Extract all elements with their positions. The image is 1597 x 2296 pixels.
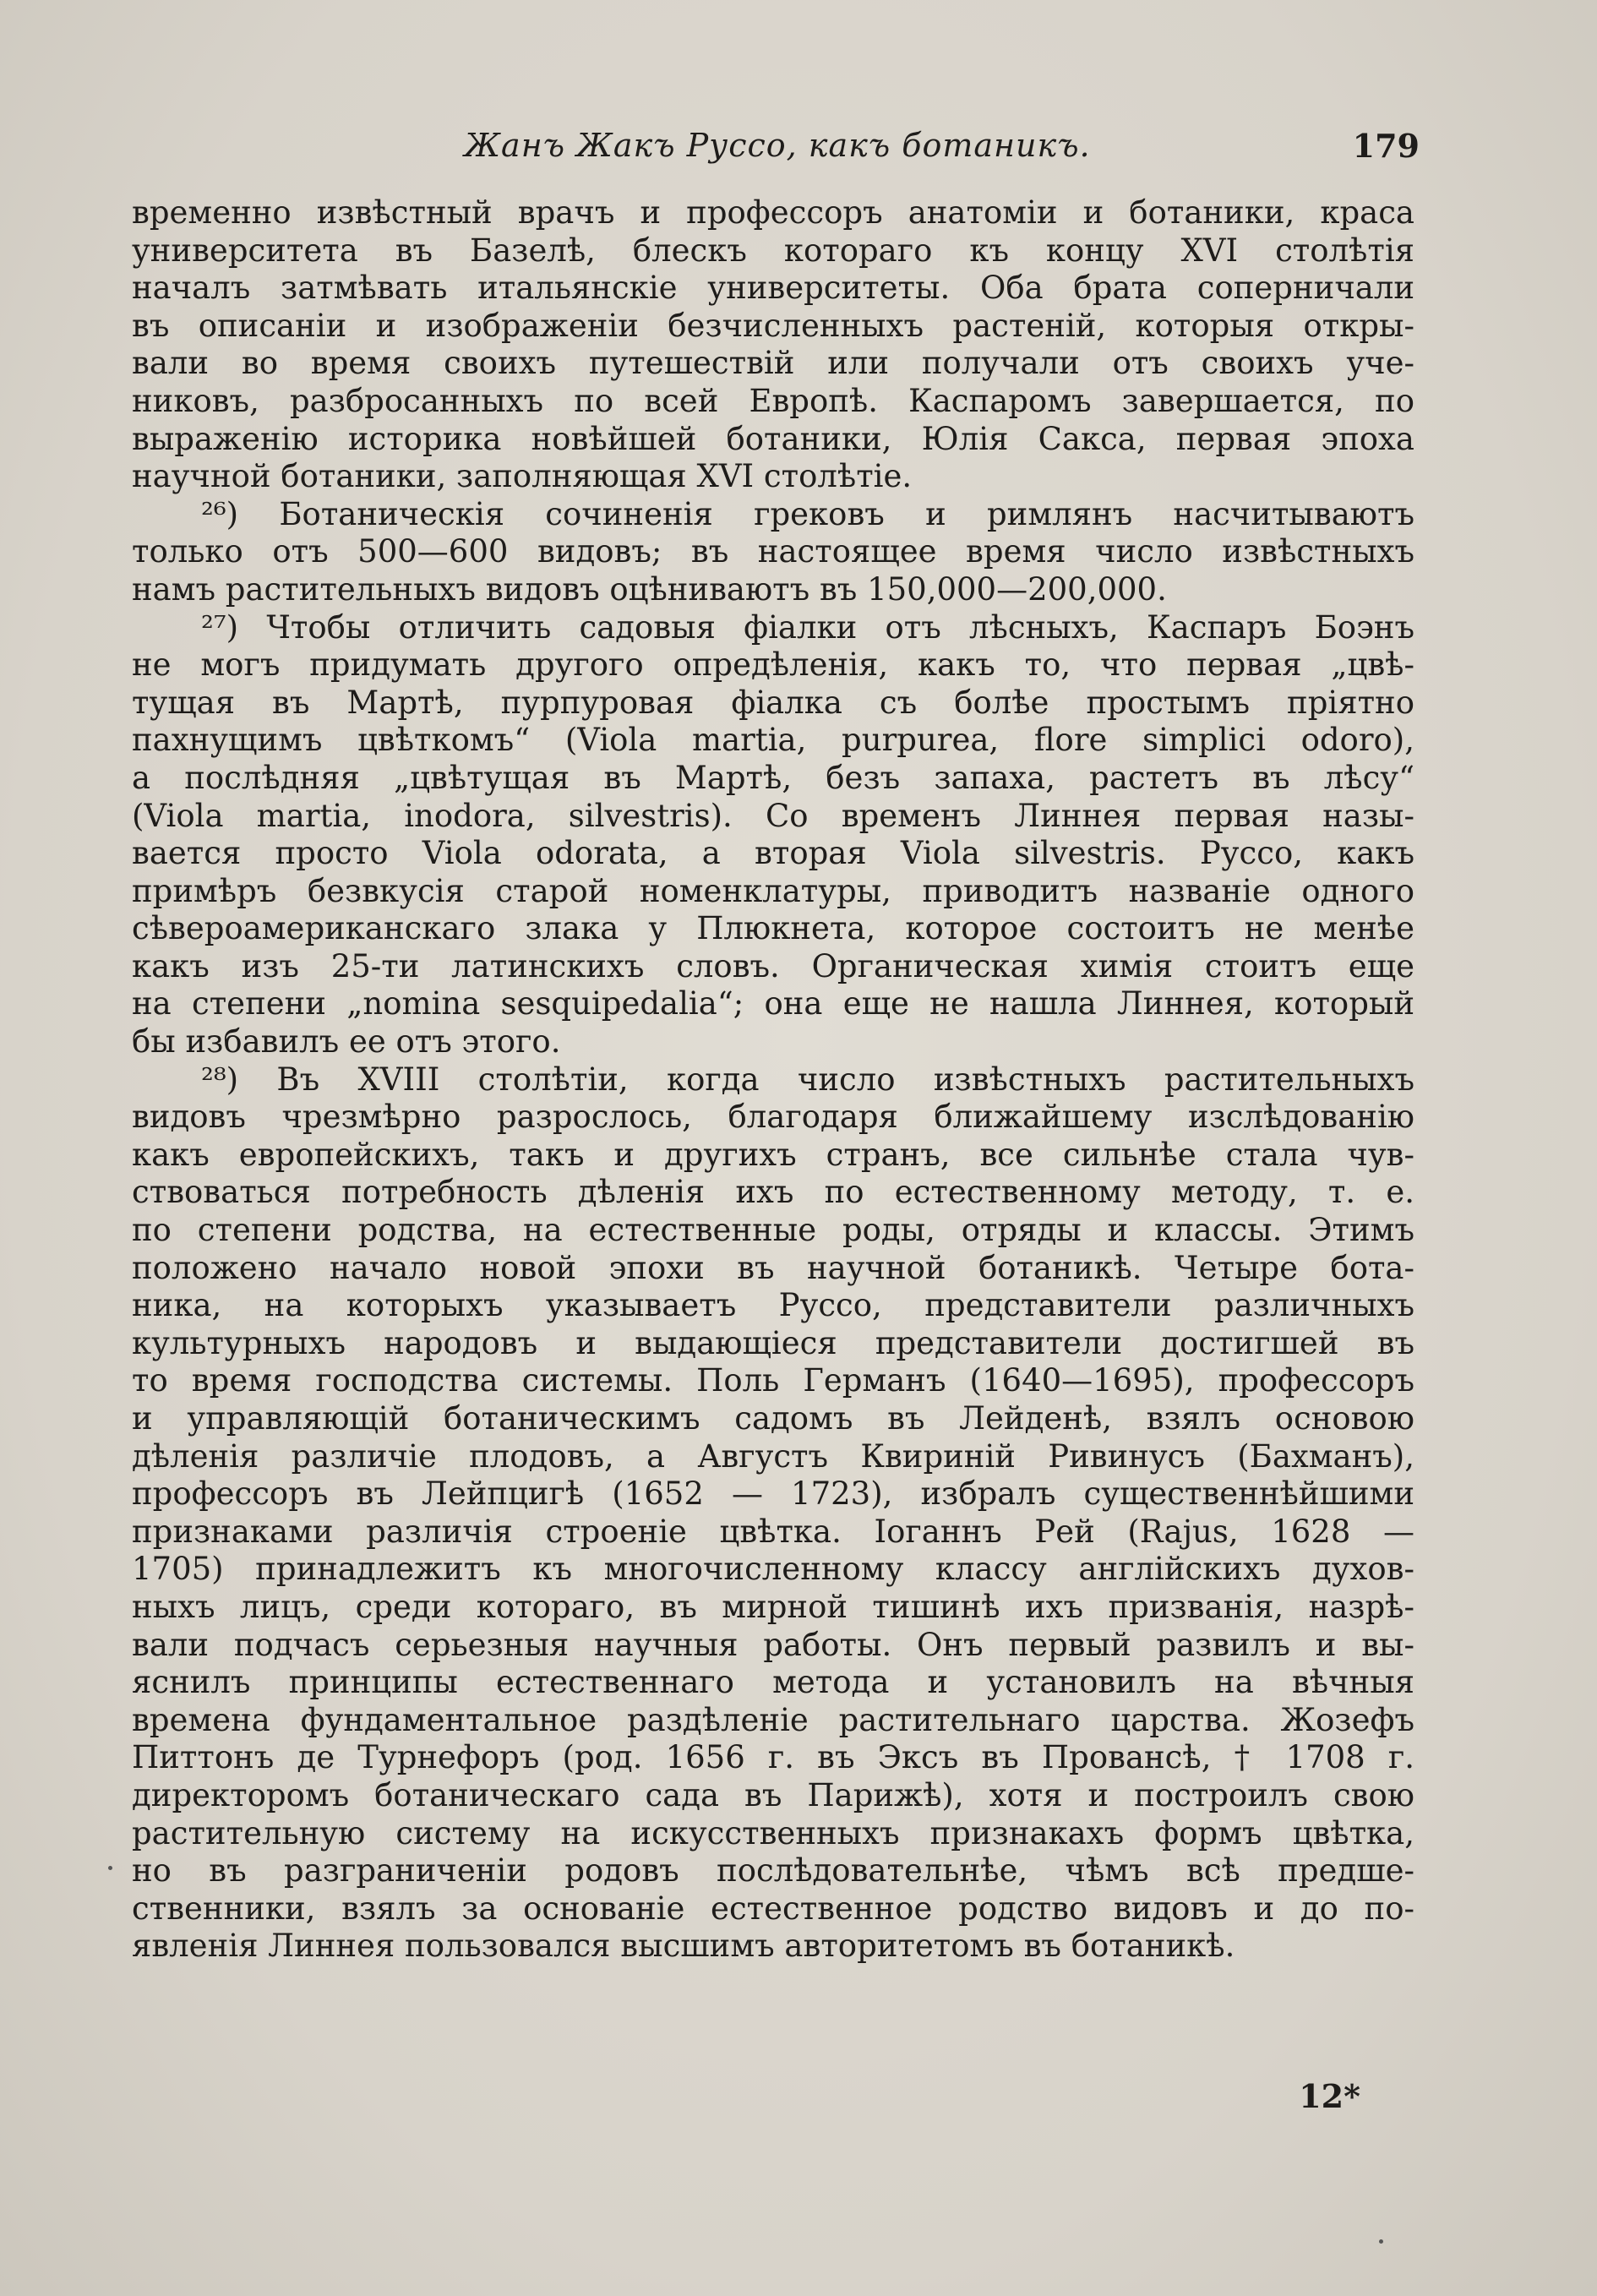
text-line: началъ затмѣвать итальянскіе университеты. Оба брата соперничали: [132, 270, 1414, 307]
text-line: растительную систему на искусственныхъ признакахъ формъ цвѣтка,: [132, 1814, 1414, 1852]
text-line: временно извѣстный врачъ и профессоръ анатоміи и ботаники, краса: [132, 194, 1414, 231]
text-line: ствоваться потребность дѣленія ихъ по естественному методу, т. е.: [132, 1174, 1414, 1211]
footnote-27-start: ²⁷) Чтобы отличить садовыя фіалки отъ лѣсныхъ, Каспаръ Боэнъ: [201, 608, 1414, 646]
text-line: явленія Линнея пользовался высшимъ авторитетомъ въ ботаникѣ.: [132, 1928, 1235, 1965]
text-line: научной ботаники, заполняющая XVI столѣтіе.: [132, 458, 913, 495]
text-line: на степени „nomina sesquipedalia“; она еще не нашла Линнея, который: [132, 985, 1414, 1023]
text-line: вается просто Viola odorata, а вторая Viola silvestris. Руссо, какъ: [132, 835, 1414, 872]
text-line: профессоръ въ Лейпцигѣ (1652 — 1723), избралъ существеннѣйшими: [132, 1475, 1414, 1513]
text-line: дѣленія различіе плодовъ, а Августъ Квириній Ривинусъ (Бахманъ),: [132, 1437, 1414, 1475]
text-line: только отъ 500—600 видовъ; въ настоящее время число извѣстныхъ: [132, 533, 1414, 570]
text-line: намъ растительныхъ видовъ оцѣниваютъ въ 150,000—200,000.: [132, 570, 1167, 608]
text-line: примѣръ безвкусія старой номенклатуры, приводитъ названіе одного: [132, 872, 1414, 909]
text-line: бы избавилъ ее отъ этого.: [132, 1023, 561, 1061]
text-line: тущая въ Мартѣ, пурпуровая фіалка съ болѣе простымъ пріятно: [132, 684, 1414, 721]
text-line: въ описаніи и изображеніи безчисленныхъ растеній, которыя откры-: [132, 307, 1414, 344]
text-line: пахнущимъ цвѣткомъ“ (Viola martia, purpurea, flore simplici odoro),: [132, 722, 1414, 759]
text-line: культурныхъ народовъ и выдающіеся представители достигшей въ: [132, 1324, 1414, 1361]
footnote-26-start: ²⁶) Ботаническія сочиненія грековъ и римлянъ насчитываютъ: [201, 495, 1414, 532]
text-line: но въ разграниченіи родовъ послѣдовательнѣе, чѣмъ всѣ предше-: [132, 1852, 1414, 1890]
text-line: вали подчасъ серьезныя научныя работы. Онъ первый развилъ и вы-: [132, 1626, 1414, 1663]
text-line: Питтонъ де Турнефоръ (род. 1656 г. въ Эксъ въ Провансѣ, † 1708 г.: [132, 1739, 1414, 1776]
text-line: по степени родства, на естественные роды, отряды и классы. Этимъ: [132, 1212, 1414, 1249]
text-line: яснилъ принципы естественнаго метода и установилъ на вѣчныя: [132, 1664, 1414, 1701]
text-line: какъ изъ 25-ти латинскихъ словъ. Органическая химія стоитъ еще: [132, 947, 1414, 984]
text-line: какъ европейскихъ, такъ и другихъ странъ, все сильнѣе стала чув-: [132, 1136, 1414, 1173]
footnote-text: [132, 194, 1414, 1966]
text-line: ныхъ лицъ, среди котораго, въ мирной тишинѣ ихъ призванія, назрѣ-: [132, 1588, 1414, 1625]
text-line: 1705) принадлежитъ къ многочисленному классу англійскихъ духов-: [132, 1551, 1414, 1588]
text-line: университета въ Базелѣ, блескъ котораго къ концу XVI столѣтія: [132, 232, 1414, 269]
running-head: [135, 127, 1420, 177]
text-line: не могъ придумать другого опредѣленія, какъ то, что первая „цвѣ-: [132, 646, 1414, 684]
text-line: (Viola martia, inodora, silvestris). Со временъ Линнея первая назы-: [132, 797, 1414, 834]
text-line: видовъ чрезмѣрно разрослось, благодаря ближайшему изслѣдованію: [132, 1099, 1414, 1136]
page-number: 179: [1352, 127, 1420, 165]
text-line: вали во время своихъ путешествій или получали отъ своихъ уче-: [132, 345, 1414, 382]
running-title: Жанъ Жакъ Руссо, какъ ботаникъ.: [464, 127, 1091, 164]
text-line: ственники, взялъ за основаніе естественное родство видовъ и до по-: [132, 1890, 1414, 1927]
paper-speck: [1379, 2239, 1383, 2244]
footnote-28-start: ²⁸) Въ XVIII столѣтіи, когда число извѣстныхъ растительныхъ: [201, 1061, 1414, 1098]
text-line: сѣвероамериканскаго злака у Плюкнета, которое состоитъ не менѣе: [132, 910, 1414, 947]
signature-mark: 12*: [1299, 2077, 1360, 2115]
text-line: выраженію историка новѣйшей ботаники, Юлія Сакса, первая эпоха: [132, 420, 1414, 457]
text-line: директоромъ ботаническаго сада въ Парижѣ), хотя и построилъ свою: [132, 1776, 1414, 1813]
text-line: то время господства системы. Поль Германъ (1640—1695), профессоръ: [132, 1362, 1414, 1399]
text-line: признаками различія строеніе цвѣтка. Іоганнъ Рей (Rajus, 1628 —: [132, 1513, 1414, 1550]
text-line: времена фундаментальное раздѣленіе растительнаго царства. Жозефъ: [132, 1701, 1414, 1738]
text-line: ника, на которыхъ указываетъ Руссо, представители различныхъ: [132, 1287, 1414, 1324]
paper-speck: [108, 1866, 112, 1870]
text-line: а послѣдняя „цвѣтущая въ Мартѣ, безъ запаха, растетъ въ лѣсу“: [132, 759, 1414, 796]
text-line: никовъ, разбросанныхъ по всей Европѣ. Каспаромъ завершается, по: [132, 382, 1414, 419]
text-line: и управляющій ботаническимъ садомъ въ Лейденѣ, взялъ основою: [132, 1400, 1414, 1437]
text-line: положено начало новой эпохи въ научной ботаникѣ. Четыре бота-: [132, 1249, 1414, 1286]
